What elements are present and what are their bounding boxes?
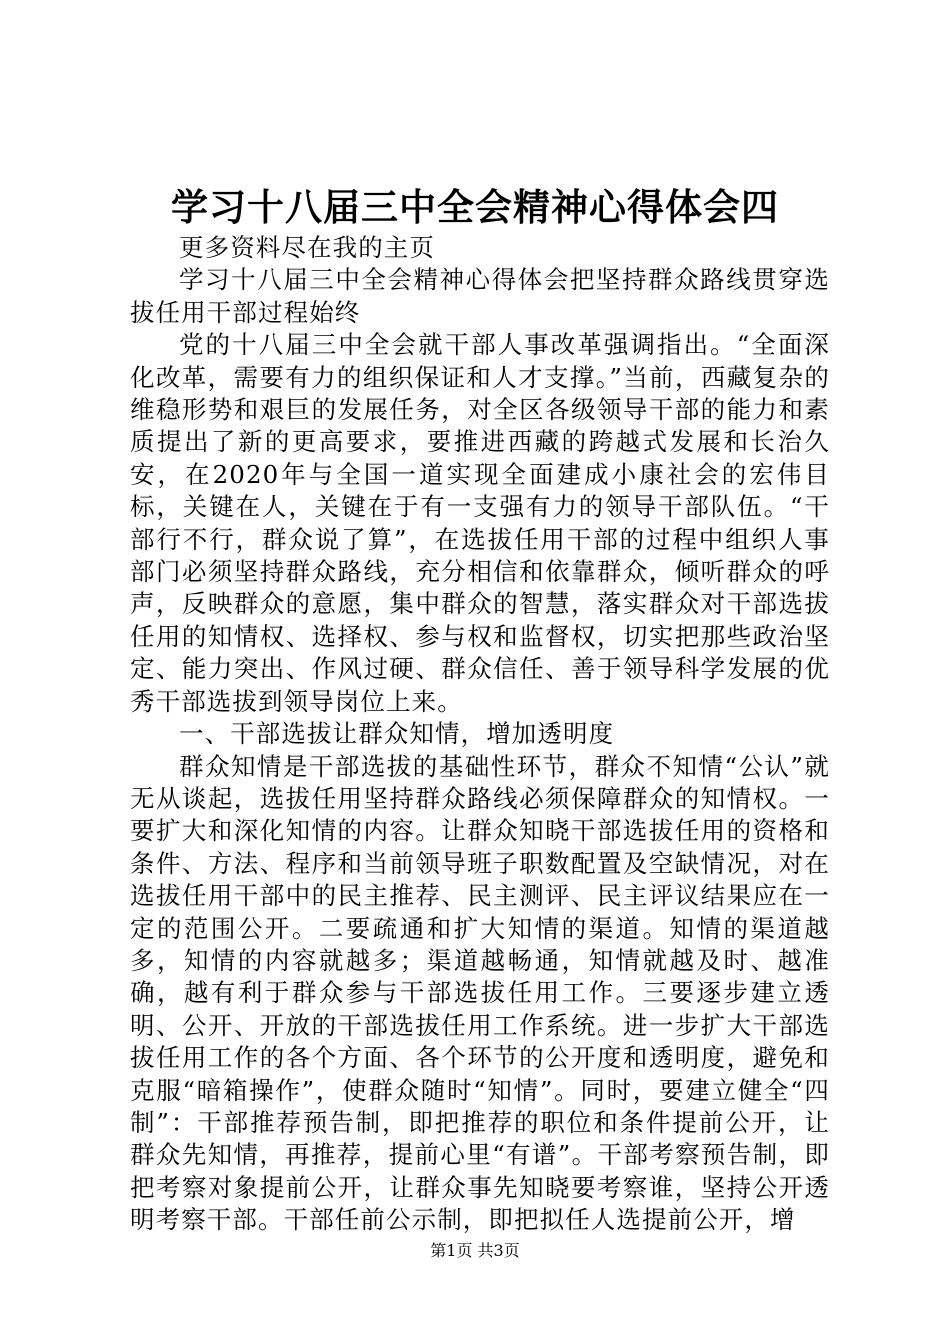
document-title: 学习十八届三中全会精神心得体会四 [171,185,779,229]
homepage-note: 更多资料尽在我的主页 [179,233,435,262]
intro-paragraph: 党的十八届三中全会就干部人事改革强调指出。“全面深化改革，需要有力的组织保证和人才支撑。”当前，西藏复杂的维稳形势和艰巨的发展任务，对全区各级领导干部的能力和素质提出了新的更高要求，要推进西藏的跨越式发展和长治久安，在2020年与全国一道实现全面建成小康社会的宏伟目标，关键在人，关键在于有一支强有力的领导干部队伍。“干部行不行，群众说了算”，在选拔任用干部的过程中组织人事部门必须坚持群众路线，充分相信和依靠群众，倾听群众的呼声，反映群众的意愿，集中群众的智慧，落实群众对干部选拔任用的知情权、选择权、参与权和监督权，切实把那些政治坚定、能力突出、作风过硬、群众信任、善于领导科学发展的优秀干部选拔到领导岗位上来。 [130,330,830,716]
document-body [130,232,830,1237]
section-heading: 一、干部选拔让群众知情，增加透明度 [179,719,615,749]
subtitle-paragraph: 学习十八届三中全会精神心得体会把坚持群众路线贯穿选拔任用干部过程始终 [130,265,830,327]
section-paragraph: 群众知情是干部选拔的基础性环节，群众不知情“公认”就无从谈起，选拔任用坚持群众路线必须保障群众的知情权。一要扩大和深化知情的内容。让群众知晓干部选拔任用的资格和条件、方法、程序和当前领导班子职数配置及空缺情况，对在选拔任用干部中的民主推荐、民主测评、民主评议结果应在一定的范围公开。二要疏通和扩大知情的渠道。知情的渠道越多，知情的内容就越多；渠道越畅通，知情就越及时、越准确，越有利于群众参与干部选拔任用工作。三要逐步建立透明、公开、开放的干部选拔任用工作系统。进一步扩大干部选拔任用工作的各个方面、各个环节的公开度和透明度，避免和克服“暗箱操作”，使群众随时“知情”。同时，要建立健全“四制”：干部推荐预告制，即把推荐的职位和条件提前公开，让群众先知情，再推荐，提前心里“有谱”。干部考察预告制，即把考察对象提前公开，让群众事先知晓要考察谁，坚持公开透明考察干部。干部任前公示制，即把拟任人选提前公开，增 [130,751,830,1235]
page-footer: 第1页 共3页 [430,1241,520,1260]
